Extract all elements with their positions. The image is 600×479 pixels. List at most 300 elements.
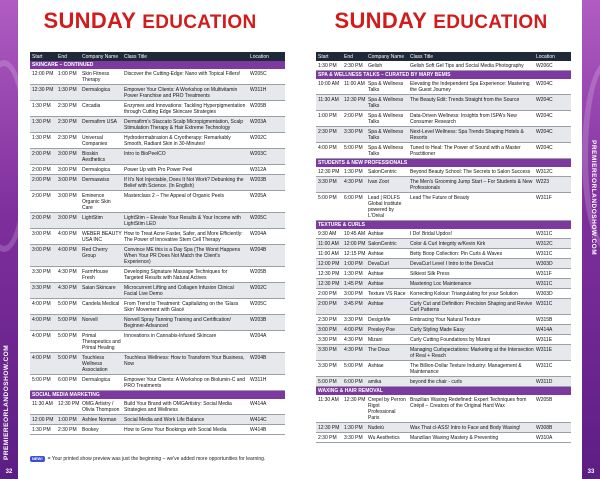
cell-class-title: Masterclass 2 – The Appeal of Organic Peels [124, 192, 224, 199]
cell-end: 10:45 AM [344, 230, 366, 237]
cell-class-title: Elevating the Independent Spa Experience: Mastering the Guest Journey [410, 80, 530, 93]
cell-start: 11:30 AM [318, 396, 339, 403]
cell-company: Gelish [368, 62, 383, 69]
cell-end: 2:30 PM [58, 134, 77, 141]
col-location: Location [250, 53, 269, 60]
table-row [30, 315, 285, 331]
col-start: Start [318, 53, 329, 60]
cell-location: W205B [536, 396, 553, 403]
cell-start: 11:30 AM [32, 400, 53, 407]
cell-class-title: Lead The Future of Beauty [410, 194, 470, 201]
table-row [30, 149, 285, 165]
cell-end: 1:00 PM [344, 260, 363, 267]
table-row [30, 415, 285, 425]
cell-company: SalonCentric [368, 168, 397, 175]
cell-location: W205C [250, 70, 267, 77]
cell-end: 1:30 PM [344, 270, 363, 277]
cell-company: Ashtae [368, 300, 384, 307]
cell-location: W204A [250, 332, 267, 339]
cell-company: amika [368, 378, 382, 385]
table-row [316, 325, 571, 335]
cell-location: W311F [536, 194, 552, 201]
cell-class-title: Wax That cl-ASS! Intro to Face and Body Waxing! [410, 424, 521, 431]
cell-location: W311C [536, 362, 553, 369]
cell-company: Norvell [82, 316, 98, 323]
category-heading: STUDENTS & NEW PROFESSIONALS [316, 159, 571, 167]
footnote [30, 456, 285, 462]
cell-class-title: The Beauty Edit: Trends Straight from the Source [410, 96, 520, 103]
category-heading: SPA & WELLNESS TALKS – CURATED BY MARY BEMIS [316, 71, 571, 79]
col-start: Start [32, 53, 43, 60]
cell-company: Lead | ROLFS Global Institute powered by L'Oréal [368, 194, 402, 219]
cell-end: 4:00 PM [58, 230, 77, 237]
cell-class-title: Tuned to Heal: The Power of Sound with a Master Practitioner [410, 144, 521, 157]
cell-start: 12:30 PM [318, 270, 340, 277]
cell-end: 12:30 PM [58, 400, 80, 407]
cell-location: W202C [250, 134, 267, 141]
cell-location: W204C [536, 80, 553, 87]
table-row [30, 425, 285, 435]
cell-end: 1:00 PM [58, 70, 77, 77]
table-row [30, 353, 285, 375]
cell-location: W311C [536, 300, 553, 307]
cell-end: 2:00 PM [344, 112, 363, 119]
table-header [316, 52, 571, 61]
cell-location: W311H [250, 86, 267, 93]
cell-start: 12:30 PM [32, 86, 54, 93]
cell-company: Ashtae [368, 362, 384, 369]
cell-location: W223 [536, 178, 550, 185]
cell-class-title: Empower Your Clients: A Workshop on Biolumin-C and PRO Treatments [124, 376, 246, 389]
cell-end: 3:30 PM [344, 434, 363, 441]
cell-company: Dermalogica [82, 86, 111, 93]
cell-location: W311E [536, 336, 553, 343]
cell-class-title: I Do! Bridal Updos! [410, 230, 452, 237]
cell-start: 2:00 PM [318, 300, 337, 307]
cell-end: 3:00 PM [58, 176, 77, 183]
cell-start: 2:30 PM [318, 434, 337, 441]
cell-company: Red Cherry Group [82, 246, 108, 259]
category-heading: TEXTURE & CURLS [316, 221, 571, 229]
cell-class-title: Social Media and Work Life Balance [124, 416, 205, 423]
cell-start: 3:30 PM [32, 268, 51, 275]
cell-class-title: How to Treat Acne Faster, Safer, and More Efficiently: The Power of Innovative Stem Cell Therapy [124, 230, 243, 243]
cell-location: W310A [536, 434, 553, 441]
cell-location: W312A [250, 166, 267, 173]
cell-company: Ashtae [368, 250, 384, 257]
cell-location: W205C [250, 300, 267, 307]
cell-end: 2:30 PM [58, 102, 77, 109]
category-heading: WAXING & HAIR REMOVAL [316, 387, 571, 395]
cell-company: WEBER BEAUTY USA INC [82, 230, 122, 243]
page-title [300, 8, 582, 34]
cell-start: 3:00 PM [32, 246, 51, 253]
table-row [316, 279, 571, 289]
cell-company: Skin Fitness Therapy [82, 70, 110, 83]
cell-class-title: Build Your Brand with OMGArtistry: Social Media Strategies and Wellness [124, 400, 232, 413]
cell-location: W312C [536, 240, 553, 247]
table-row [316, 433, 571, 443]
cell-class-title: From Trend to Treatment: Capitalizing on the 'Glass Skin' Movement with Glacé [124, 300, 239, 313]
cell-location: W311C [536, 280, 553, 287]
cell-start: 2:00 PM [32, 192, 51, 199]
cell-location: W311H [250, 376, 267, 383]
cell-end: 11:00 AM [344, 80, 365, 87]
page-number: 33 [587, 469, 595, 475]
table-header [30, 52, 285, 61]
cell-class-title: Enzymes and Innovations: Tackling Hyperpigmentation through Cutting Edge Skincare Strategies [124, 102, 246, 115]
cell-location: W205C [250, 214, 267, 221]
cell-start: 2:00 PM [318, 290, 337, 297]
cell-start: 4:00 PM [32, 354, 51, 361]
cell-company: Primal Therapeutics and Primal Healing [82, 332, 121, 351]
table-row [316, 229, 571, 239]
cell-start: 1:30 PM [32, 426, 51, 433]
cell-start: 11:00 AM [318, 250, 339, 257]
cell-end: 5:00 PM [58, 316, 77, 323]
cell-start: 12:00 PM [32, 416, 54, 423]
col-class-title: Class Title [124, 53, 148, 60]
cell-class-title: Discover the Cutting-Edge: Nano with Topical Fillers! [124, 70, 241, 77]
col-company: Company Name [368, 53, 405, 60]
cell-end: 4:00 PM [58, 246, 77, 253]
table-row [316, 127, 571, 143]
cell-end: 5:00 PM [58, 300, 77, 307]
cell-end: 3:30 PM [344, 128, 363, 135]
col-company: Company Name [82, 53, 119, 60]
table-row [316, 167, 571, 177]
new-badge: NEW! [32, 456, 43, 461]
cell-company: Mizani [368, 336, 383, 343]
cell-location: W204C [536, 96, 553, 103]
cell-company: SalonCentric [368, 240, 397, 247]
cell-company: Ashtae [368, 280, 384, 287]
cell-start: 12:30 PM [318, 424, 340, 431]
table-row [316, 95, 571, 111]
cell-start: 3:30 PM [318, 346, 337, 353]
cell-start: 2:30 PM [318, 316, 337, 323]
left-edge-band [0, 0, 18, 479]
cell-company: Candela Medical [82, 300, 120, 307]
table-row [30, 101, 285, 117]
table-row [316, 111, 571, 127]
cell-end: 4:30 PM [344, 178, 363, 185]
table-row [316, 269, 571, 279]
cell-location: W311D [536, 378, 553, 385]
cell-class-title: Gelish Soft Gel Tips and Social Media Photography [410, 62, 524, 69]
cell-end: 3:00 PM [58, 150, 77, 157]
cell-location: W205A [250, 192, 267, 199]
cell-start: 12:00 PM [318, 260, 340, 267]
cell-class-title: Curly Styling Made Easy [410, 326, 465, 333]
cell-start: 12:30 PM [318, 280, 340, 287]
cell-end: 1:30 PM [344, 168, 363, 175]
cell-start: 1:30 PM [32, 134, 51, 141]
cell-end: 1:45 PM [344, 280, 363, 287]
cell-location: W206C [536, 62, 553, 69]
cell-class-title: Betty Boop Collection: Pin Curls & Waves [410, 250, 503, 257]
table-row [30, 69, 285, 85]
cell-location: W414B [250, 426, 267, 433]
table-row [30, 85, 285, 101]
cell-company: DesignMe [368, 316, 391, 323]
table-row [316, 423, 571, 433]
cell-location: W414C [250, 416, 267, 423]
cell-class-title: The Billion-Dollar Texture Industry: Management & Maintenance [410, 362, 522, 375]
cell-company: Spa & Wellness Talks [368, 128, 404, 141]
cell-location: W204C [536, 128, 553, 135]
cell-class-title: Manzilian Waxing Mastery & Preventing [410, 434, 499, 441]
cell-company: Dermaswiss [82, 176, 110, 183]
cell-company: Spa & Wellness Talks [368, 96, 404, 109]
cell-company: OMG Artistry / Olivia Thompson [82, 400, 120, 413]
col-location: Location [536, 53, 555, 60]
cell-class-title: DevaCurl Level I Intro to the DevaCut [410, 260, 494, 267]
cell-start: 10:00 AM [318, 80, 340, 87]
cell-class-title: Curly Cutting Foundations by Mizani [410, 336, 491, 343]
cell-class-title: Silkiest Silk Press [410, 270, 450, 277]
cell-start: 3:00 PM [318, 326, 337, 333]
right-page [300, 0, 600, 479]
cell-start: 11:30 AM [318, 96, 339, 103]
cell-start: 2:00 PM [32, 214, 51, 221]
schedule-table-left [30, 52, 285, 435]
cell-location: W311F [536, 270, 552, 277]
cell-end: 3:45 PM [344, 300, 363, 307]
cell-start: 3:30 PM [318, 178, 337, 185]
table-row [30, 245, 285, 267]
cell-start: 5:00 PM [32, 376, 51, 383]
table-row [316, 299, 571, 315]
cell-end: 3:00 PM [58, 192, 77, 199]
cell-company: Circadia [82, 102, 101, 109]
cell-company: Eminence Organic Skin Care [82, 192, 111, 211]
cell-class-title: LightStim – Elevate Your Results & Your Income with LightStim LED [124, 214, 241, 227]
cell-start: 5:00 PM [318, 194, 337, 201]
cell-class-title: Power Up with Pro Power Peel [124, 166, 193, 173]
cell-end: 4:00 PM [344, 326, 363, 333]
cell-end: 5:00 PM [344, 362, 363, 369]
cell-end: 3:00 PM [344, 290, 363, 297]
cell-location: W203B [250, 176, 267, 183]
cell-location: W204C [536, 144, 553, 151]
table-row [316, 259, 571, 269]
table-row [316, 335, 571, 345]
cell-company: Saian Skincare [82, 284, 116, 291]
cell-location: W303D [536, 290, 553, 297]
table-row [316, 61, 571, 71]
title-education: EDUCATION [433, 12, 548, 33]
cell-location: W204A [250, 230, 267, 237]
cell-company: Spa & Wellness Talks [368, 112, 404, 125]
cell-end: 4:30 PM [344, 336, 363, 343]
cell-start: 2:30 PM [318, 128, 337, 135]
cell-end: 6:00 PM [344, 378, 363, 385]
table-row [316, 377, 571, 387]
cell-location: W308B [536, 424, 553, 431]
table-row [316, 79, 571, 95]
cell-company: Spa & Wellness Talks [368, 144, 404, 157]
col-class-title: Class Title [410, 53, 434, 60]
cell-end: 4:30 PM [58, 268, 77, 275]
cell-company: Touchless Wellness Association [82, 354, 108, 373]
cell-location: W311E [536, 346, 553, 353]
cell-class-title: Touchless Wellness: How to Transform Your Business, Now [124, 354, 245, 367]
cell-company: Crepel by Perron Rigot Professional Paris [368, 396, 406, 421]
cell-end: 6:00 PM [344, 194, 363, 201]
cell-class-title: Developing Signature Massage Techniques for Targeted Results with Natural Actives [124, 268, 228, 281]
cell-end: 1:00 PM [58, 416, 77, 423]
cell-end: 5:00 PM [58, 332, 77, 339]
cell-end: 2:30 PM [58, 426, 77, 433]
cell-company: Texture VS Race [368, 290, 406, 297]
cell-class-title: Mastering Loc Maintenance [410, 280, 472, 287]
cell-class-title: Convince ME this is a Day Spa (The Worst Happens When Your PR Does Not Match the Client's Experience) [124, 246, 241, 265]
cell-location: W311C [536, 250, 553, 257]
cell-location: W312C [536, 168, 553, 175]
cell-start: 1:30 PM [32, 102, 51, 109]
cell-company: LightStim [82, 214, 103, 221]
cell-location: W202C [250, 284, 267, 291]
cell-class-title: Microcurrent Lifting and Collagen Infusion Clinical Facial Live Demo [124, 284, 234, 297]
cell-class-title: Next-Level Wellness: Spa Trends Shaping Hotels & Resorts [410, 128, 524, 141]
cell-company: Dermalogica [82, 376, 111, 383]
cell-location: W303D [536, 260, 553, 267]
table-row [30, 133, 285, 149]
cell-start: 3:30 PM [32, 284, 51, 291]
table-row [316, 239, 571, 249]
cell-class-title: beyond the chair - curls [410, 378, 462, 385]
title-education: EDUCATION [142, 12, 257, 33]
cell-location: W205B [250, 102, 267, 109]
cell-start: 1:00 PM [318, 112, 337, 119]
col-end: End [344, 53, 353, 60]
table-row [316, 361, 571, 377]
table-row [30, 283, 285, 299]
cell-company: Spa & Wellness Talks [368, 80, 404, 93]
cell-end: 2:30 PM [58, 118, 77, 125]
cell-start: 3:00 PM [32, 230, 51, 237]
cell-start: 2:00 PM [32, 166, 51, 173]
cell-class-title: Innovations in Cannabis-Infused Skincare [124, 332, 217, 339]
edge-website-text: PREMIEREORLANDOSHOW.COM [3, 344, 10, 460]
cell-class-title: Brazilian Waxing Redefined: Expert Techniques from Cirépil – Creators of the Original Hard Wax [410, 396, 527, 409]
cell-company: DevaCurl [368, 260, 389, 267]
cell-end: 3:00 PM [58, 166, 77, 173]
table-row [30, 191, 285, 213]
category-heading: SOCIAL MEDIA MARKETING [30, 391, 285, 399]
cell-class-title: Curly Cut and Definition: Precision Shaping and Revive Curl Patterns [410, 300, 533, 313]
cell-company: Ivan Zoot [368, 178, 389, 185]
schedule-table-right [316, 52, 571, 443]
cell-start: 3:30 PM [318, 362, 337, 369]
cell-class-title: Intro to BioPeelCO [124, 150, 166, 157]
cell-start: 12:00 PM [32, 70, 54, 77]
title-sunday: SUNDAY [43, 8, 136, 33]
cell-class-title: Norvell Spray Tanning Training and Certification/ Beginner-Advanced [124, 316, 231, 329]
cell-class-title: Embracing Your Natural Texture [410, 316, 481, 323]
cell-end: 12:30 PM [344, 396, 366, 403]
cell-start: 4:00 PM [32, 300, 51, 307]
table-row [30, 399, 285, 415]
cell-company: The Doux [368, 346, 390, 353]
cell-location: W311C [536, 230, 553, 237]
cell-location: W414A [536, 326, 553, 333]
cell-location: W203C [250, 150, 267, 157]
cell-end: 4:30 PM [344, 346, 363, 353]
cell-company: Presley Poe [368, 326, 395, 333]
cell-start: 9:30 AM [318, 230, 337, 237]
cell-company: Ashtae [368, 270, 384, 277]
cell-company: Dermalogica [82, 166, 111, 173]
cell-start: 2:00 PM [32, 176, 51, 183]
cell-company: Wu Aesthetics [368, 434, 400, 441]
cell-company: Ashtae [368, 230, 384, 237]
table-row [30, 213, 285, 229]
cell-class-title: Empower Your Clients: A Workshop on Multivitamin Power Franchise and PRO Treatments [124, 86, 238, 99]
cell-start: 4:00 PM [32, 316, 51, 323]
cell-class-title: Beyond Beauty School: The Secrets to Salon Success [410, 168, 531, 175]
cell-start: 2:00 PM [32, 150, 51, 157]
category-heading: SKINCARE – CONTINUED [30, 61, 285, 69]
page-title [0, 8, 300, 34]
table-row [30, 175, 285, 191]
cell-end: 3:30 PM [344, 316, 363, 323]
cell-start: 3:30 PM [318, 336, 337, 343]
cell-location: W204B [250, 246, 267, 253]
cell-start: 11:00 AM [318, 240, 339, 247]
cell-location: W203A [250, 118, 267, 125]
cell-start: 12:30 PM [318, 168, 340, 175]
cell-end: 1:30 PM [58, 86, 77, 93]
footnote-text: = Your printed show preview was just the beginning – we've added more opportunities for learning. [47, 456, 266, 462]
table-row [316, 315, 571, 325]
table-row [30, 117, 285, 133]
cell-company: Bioskin Aesthetics [82, 150, 106, 163]
cell-start: 1:30 PM [318, 62, 337, 69]
cell-location: W315B [536, 316, 553, 323]
cell-location: W203B [250, 316, 267, 323]
cell-company: Universal Companies [82, 134, 108, 147]
table-row [30, 375, 285, 391]
cell-class-title: Dermafirm's Staccato Scalp Micropigmentation, Scalp Stimulation Therapy & Hair Extreme Technology [124, 118, 244, 131]
table-row [316, 289, 571, 299]
table-row [316, 345, 571, 361]
table-row [30, 299, 285, 315]
cell-class-title: Hydrodermabrasion & Cryotherapy: Remarkably Smooth, Radiant Skin in 30-Minutes! [124, 134, 231, 147]
table-row [316, 193, 571, 221]
cell-end: 5:00 PM [344, 144, 363, 151]
cell-company: Nudeiù [368, 424, 384, 431]
cell-start: 4:00 PM [318, 144, 337, 151]
cell-end: 3:00 PM [58, 214, 77, 221]
cell-location: W414A [250, 400, 267, 407]
cell-company: Bookey [82, 426, 99, 433]
cell-location: W205B [250, 268, 267, 275]
cell-company: Ashlee Norman [82, 416, 117, 423]
cell-class-title: Data-Driven Wellness: Insights from ISPA's New Consumer Research [410, 112, 517, 125]
col-end: End [58, 53, 67, 60]
table-row [30, 165, 285, 175]
cell-end: 2:30 PM [344, 62, 363, 69]
cell-class-title: Color & Curl Integrity w/Kevin Kirk [410, 240, 486, 247]
cell-end: 12:15 PM [344, 250, 366, 257]
cell-end: 5:00 PM [58, 354, 77, 361]
cell-class-title: Managing Curlspectations: Marketing at the Intersection of Real + Reach [410, 346, 534, 359]
cell-end: 4:30 PM [58, 284, 77, 291]
table-row [316, 249, 571, 259]
cell-start: 4:00 PM [32, 332, 51, 339]
